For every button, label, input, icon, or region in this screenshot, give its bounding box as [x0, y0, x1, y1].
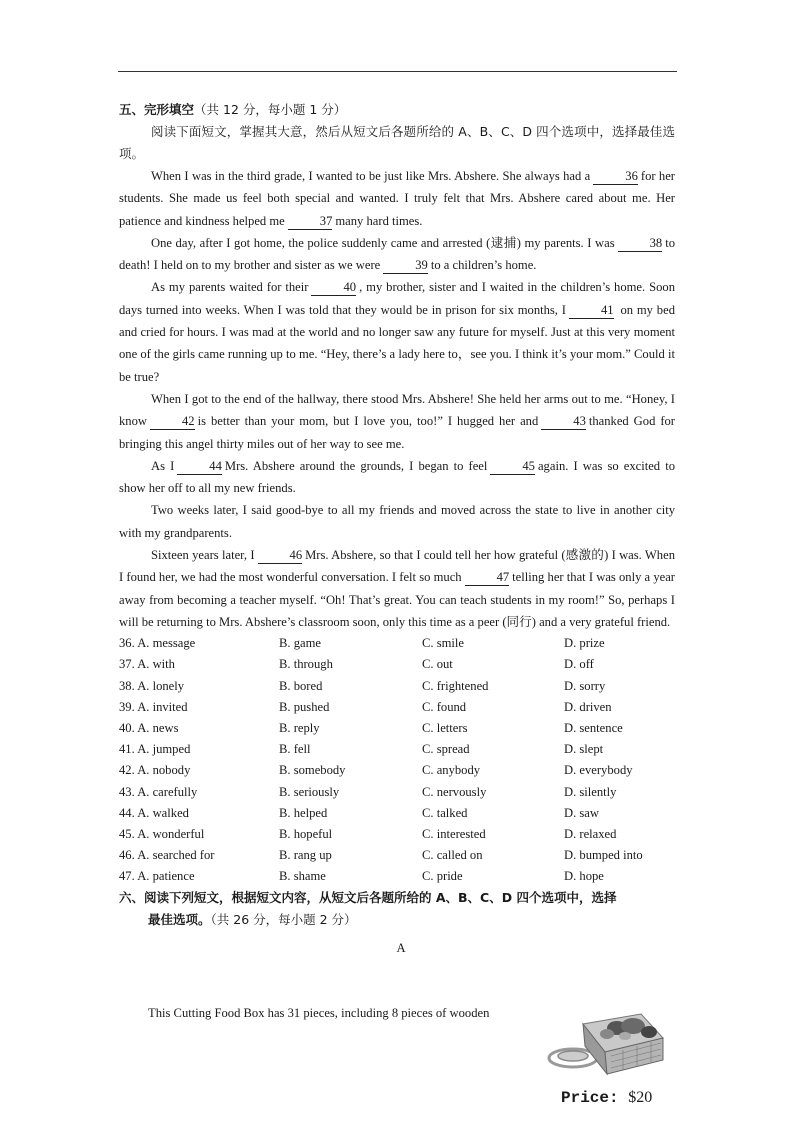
option-row: 46. A. searched for B. rang up C. called on D. bumped into	[119, 848, 643, 863]
blank-39: 39	[383, 258, 428, 274]
cutting-food-box-image	[545, 1002, 665, 1082]
option-row: 43. A. carefully B. seriously C. nervously D. silently	[119, 784, 617, 799]
page-content	[119, 99, 675, 959]
option-row: 42. A. nobody B. somebody C. anybody D. everybody	[119, 763, 633, 778]
passage-paragraph: As my parents waited for their 40 , my brother, sister and I waited in the children’s home. Soon days turned into weeks. When I was told that they would be in prison for six months, I 41 on my bed and cried for hours. I was mad at the world and no longer saw any future for myself. Just at this very moment one of the girls came running up to me. “Hey, there’s a lady here to，see you. I think it’s your mom.” Could it be true?	[119, 280, 676, 384]
blank-36: 36	[593, 169, 638, 185]
passage-label: A	[396, 941, 406, 956]
option-row: 38. A. lonely B. bored C. frightened D. sorry	[119, 678, 606, 693]
option-row: 39. A. invited B. pushed C. found D. driven	[119, 699, 612, 714]
passage-paragraph: As I 44 Mrs. Abshere around the grounds, I began to feel 45 again. I was so excited to show her off to all my new friends.	[119, 458, 675, 496]
option-row: 45. A. wonderful B. hopeful C. interested D. relaxed	[119, 826, 617, 841]
option-row: 40. A. news B. reply C. letters D. sentence	[119, 720, 623, 735]
passage-paragraph: Two weeks later, I said good-bye to all my friends and moved across the state to live in another city with my grandparents.	[119, 503, 675, 540]
option-row: 44. A. walked B. helped C. talked D. saw	[119, 805, 599, 820]
section5-intro: 阅读下面短文，掌握其大意，然后从短文后各题所给的 A、B、C、D 四个选项中，选择最佳选项。	[119, 124, 675, 161]
blank-37: 37	[288, 214, 333, 230]
passage-paragraph: One day, after I got home, the police suddenly came and arrested (逮捕) my parents. I was 38 to death! I held on to my brother and sister as we were 39 to a children’s home.	[119, 235, 675, 273]
blank-47: 47	[465, 570, 510, 586]
blank-43: 43	[541, 414, 586, 430]
price-tag: Price: $20	[561, 1089, 653, 1107]
blank-46: 46	[258, 548, 303, 564]
section6	[119, 887, 675, 959]
blank-40: 40	[311, 280, 356, 296]
blank-44: 44	[177, 459, 222, 475]
passage-a-text: This Cutting Food Box has 31 pieces, including 8 pieces of wooden	[148, 1006, 490, 1020]
passage-paragraph: When I got to the end of the hallway, there stood Mrs. Abshere! She held her arms out to me. “Honey, I know 42 is better than your mom, but I love you, too!” I hugged her and 43 thanked God for bringing this angel thirty miles out of her way to see me.	[119, 391, 676, 451]
answer-options	[119, 633, 675, 887]
blank-42: 42	[150, 414, 195, 430]
section6-heading: 六、阅读下列短文，根据短文内容，从短文后各题所给的 A、B、C、D 四个选项中，选择	[119, 890, 617, 906]
blank-38: 38	[618, 236, 663, 252]
section5-heading: 五、完形填空（共 12 分，每小题 1 分）	[119, 102, 347, 117]
header-rule	[118, 71, 677, 72]
option-row: 47. A. patience B. shame C. pride D. hope	[119, 869, 604, 884]
passage-paragraph: Sixteen years later, I 46 Mrs. Abshere, so that I could tell her how grateful (感激的) I was. When I found her, we had the most wonderful conversation. I felt so much 47 telling her that I was only a year away from becoming a teacher myself. “Oh! That’s great. You can teach students in my room!” So, perhaps I will be returning to Mrs. Abshere’s classroom soon, only this time as a peer (同行) and a very grateful friend.	[119, 548, 675, 629]
blank-45: 45	[490, 459, 535, 475]
option-row: 36. A. message B. game C. smile D. prize	[119, 636, 605, 651]
passage-paragraph: When I was in the third grade, I wanted to be just like Mrs. Abshere. She always had a 36 for her students. She made us feel both special and wanted. I truly felt that Mrs. Abshere cared about me. Her patience and kindness helped me 37 many hard times.	[119, 169, 676, 228]
option-row: 41. A. jumped B. fell C. spread D. slept	[119, 742, 604, 757]
option-row: 37. A. with B. through C. out D. off	[119, 657, 594, 672]
section6-heading-line2: 最佳选项。（共 26 分，每小题 2 分）	[148, 912, 357, 928]
blank-41: 41	[569, 303, 614, 319]
